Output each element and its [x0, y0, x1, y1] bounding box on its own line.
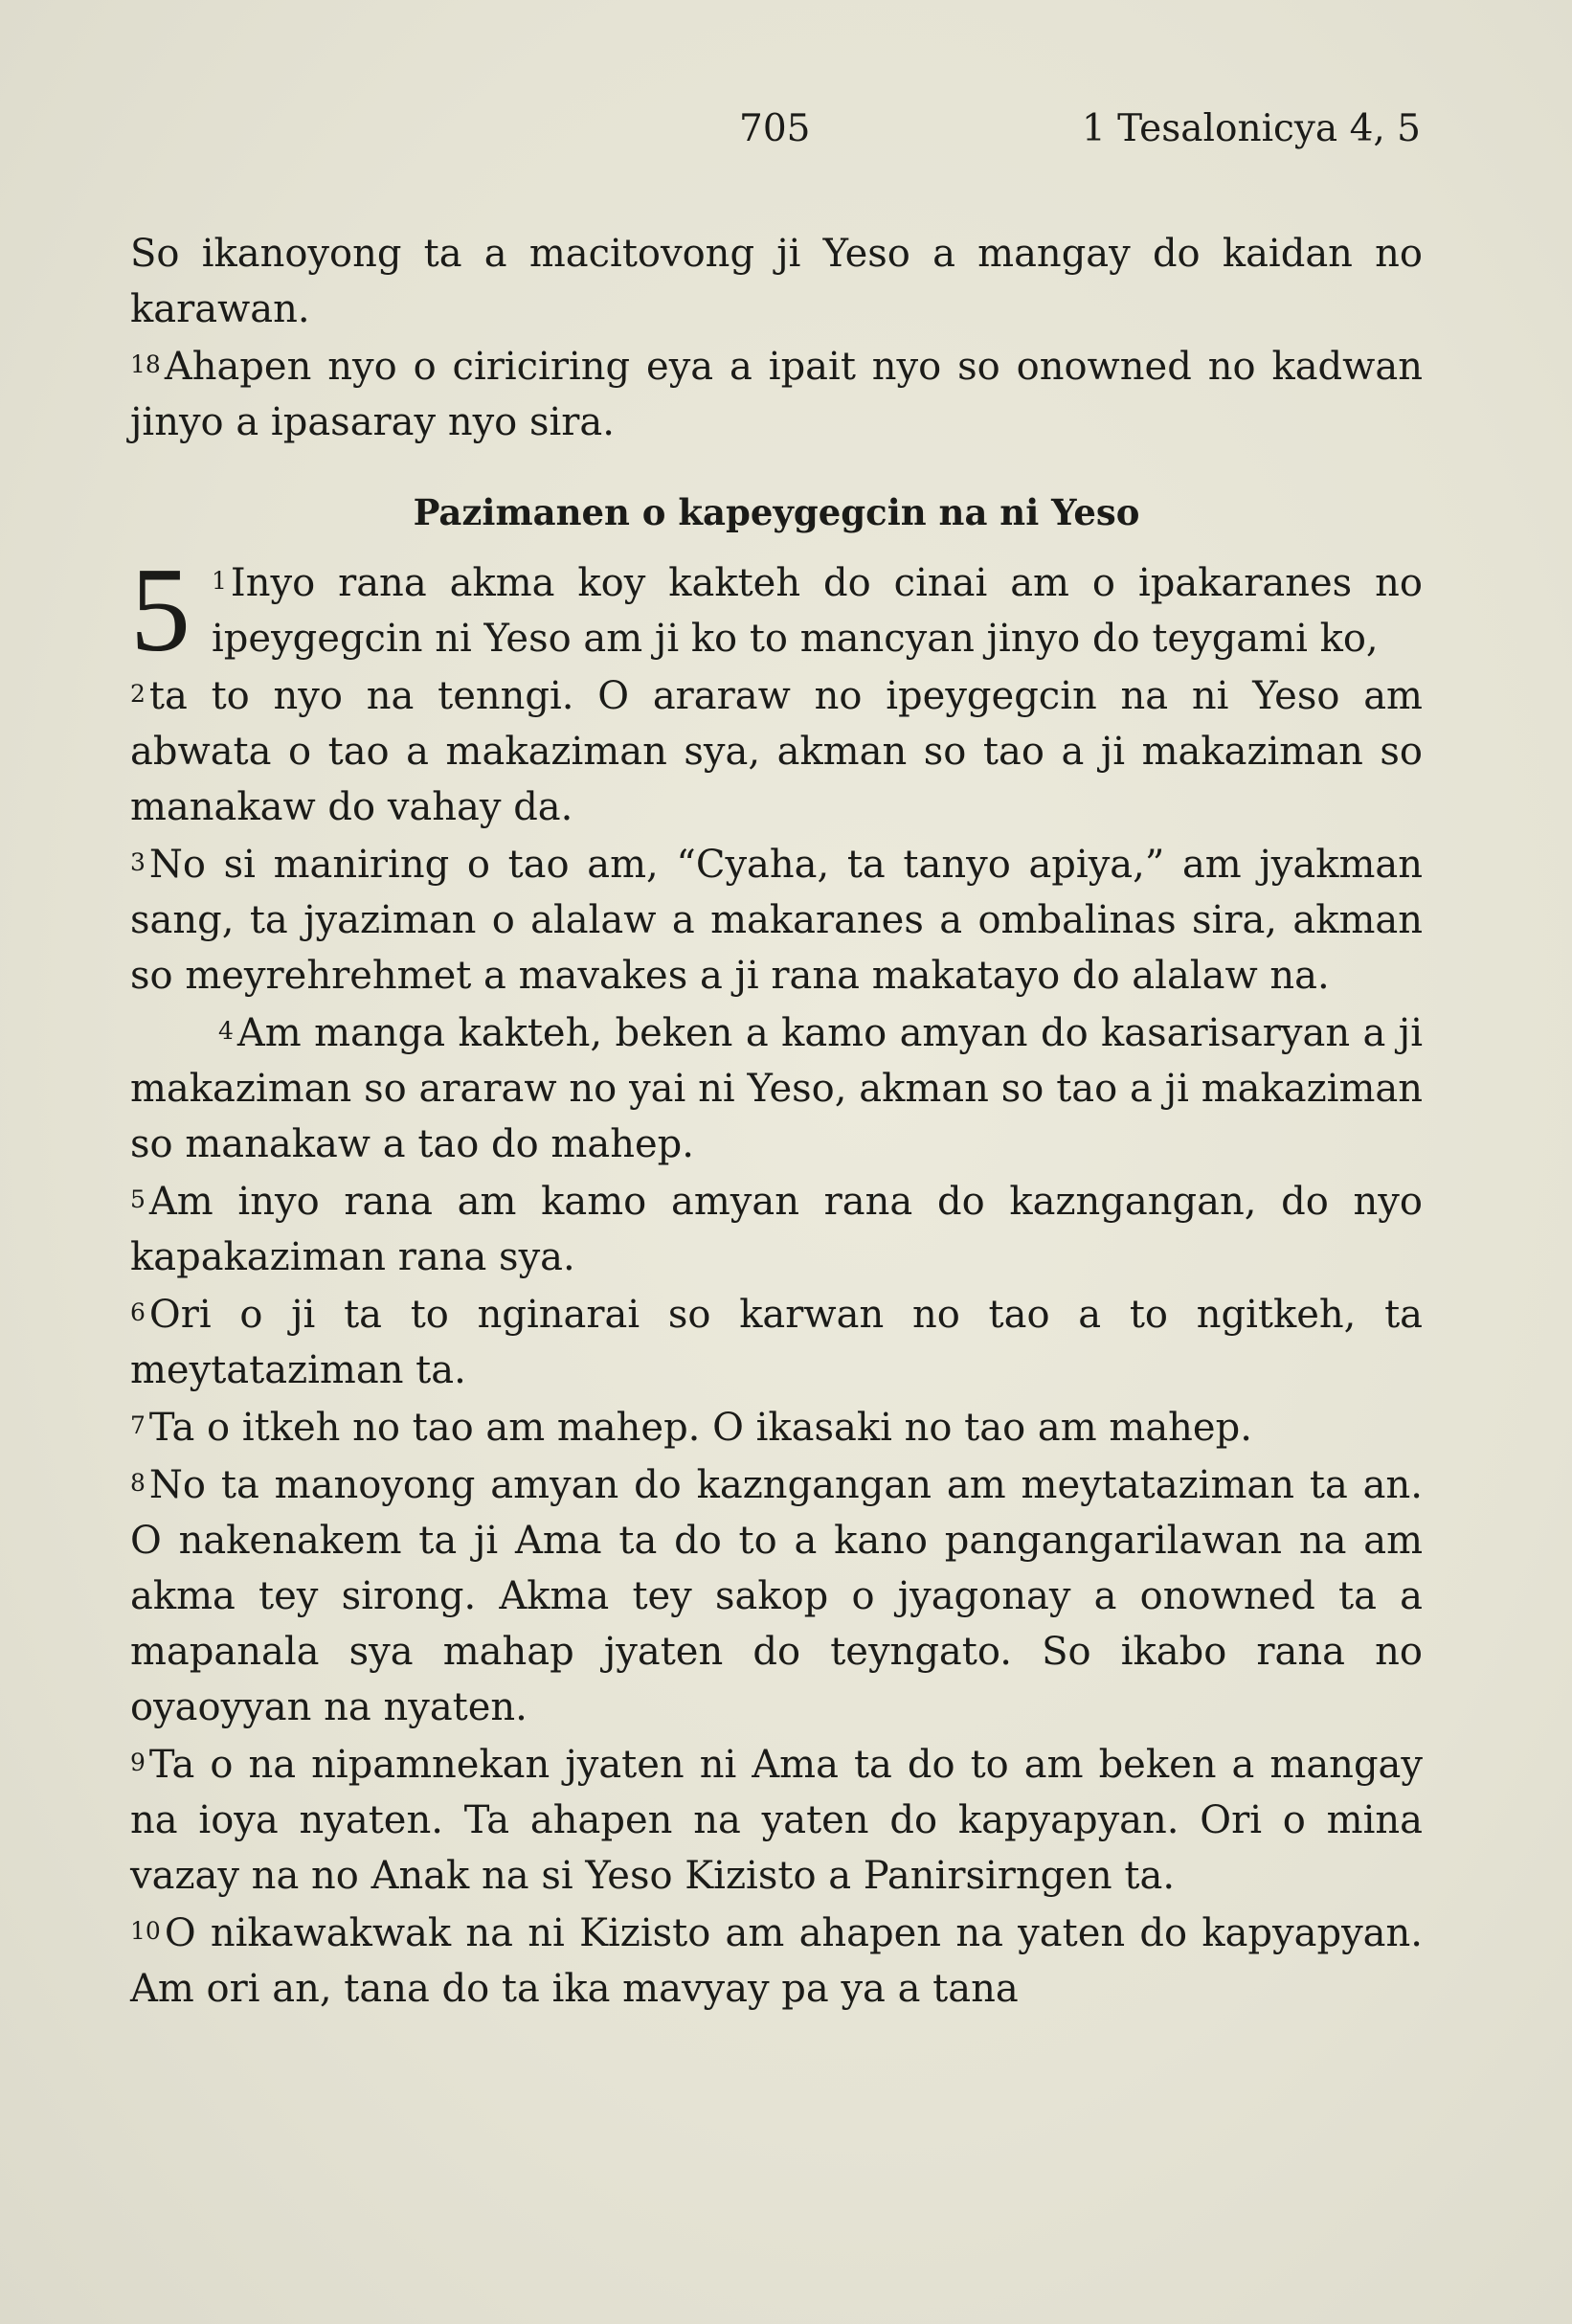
verse-1: [130, 544, 1423, 677]
verse-text: ta to nyo na tenngi. O araraw no ipeygegcin na ni Yeso am abwata o tao a makaziman sya, akman so tao a ji makaziman so manakaw do vahay da.: [130, 674, 1423, 829]
verse-number: 6: [130, 1298, 146, 1326]
verse-6: [130, 1285, 1423, 1398]
running-head: 1 Tesalonicya 4, 5: [1081, 107, 1421, 150]
verse-text: Ta o na nipamnekan jyaten ni Ama ta do to am beken a mangay na ioya nyaten. Ta ahapen na yaten do kapyapyan. Ori o mina vazay na no Anak na si Yeso Kizisto a Panirsirngen ta.: [130, 1743, 1423, 1898]
verse-number: 1: [212, 567, 227, 595]
verse-number: 8: [130, 1469, 146, 1497]
verse-text: No si maniring o tao am, “Cyaha, ta tanyo apiya,” am jyakman sang, ta jyaziman o alalaw a makaranes a ombalinas sira, akman so meyrehrehmet a mavakes a ji rana makatayo do alalaw na.: [130, 843, 1423, 998]
verse-4: [130, 1004, 1423, 1172]
verse-number: 4: [218, 1017, 234, 1045]
verse-7: [130, 1398, 1423, 1455]
verse-number: 18: [130, 350, 161, 378]
verse-text: Am manga kakteh, beken a kamo amyan do kasarisaryan a ji makaziman so araraw no yai ni Yeso, akman so tao a ji makaziman so manakaw a tao do mahep.: [130, 1011, 1423, 1166]
page-number: 705: [739, 107, 811, 150]
verse-text: No ta manoyong amyan do kazngangan am meytataziman ta an. O nakenakem ta ji Ama ta do to a kano pangangarilawan na am akma tey sirong. Akma tey sakop o jyagonay a onowned ta a mapanala sya mahap jyaten do teyngato. So ikabo rana no oyaoyyan na nyaten.: [130, 1463, 1423, 1729]
chapter-number: 5: [130, 544, 191, 677]
verse-number: 2: [130, 680, 146, 708]
body-text: [130, 226, 1423, 2017]
page-header: [0, 107, 1572, 165]
verse-text: So ikanoyong ta a macitovong ji Yeso a mangay do kaidan no karawan.: [130, 232, 1423, 331]
verse-text: O nikawakwak na ni Kizisto am ahapen na yaten do kapyapyan. Am ori an, tana do ta ika mavyay pa ya a tana: [130, 1911, 1423, 2011]
verse-5: [130, 1172, 1423, 1285]
verse-2: [130, 666, 1423, 835]
verse-3: [130, 835, 1423, 1004]
verse-text: Ahapen nyo o ciriciring eya a ipait nyo so onowned no kadwan jinyo a ipasaray nyo sira.: [130, 345, 1423, 444]
section-heading: Pazimanen o kapeygegcin na ni Yeso: [413, 491, 1140, 533]
verse-number: 3: [130, 848, 146, 876]
verse-text: Am inyo rana am kamo amyan rana do kazngangan, do nyo kapakaziman rana sya.: [130, 1180, 1423, 1279]
verse-17-continuation: [130, 226, 1423, 337]
verse-text: Ta o itkeh no tao am mahep. O ikasaki no tao am mahep.: [148, 1406, 1252, 1450]
verse-number: 5: [130, 1185, 146, 1213]
verse-number: 10: [130, 1917, 161, 1945]
verse-text: Inyo rana akma koy kakteh do cinai am o ipakaranes no ipeygegcin ni Yeso am ji ko to mancyan jinyo do teygami ko,: [212, 561, 1423, 661]
verse-text: Ori o ji ta to nginarai so karwan no tao a to ngitkeh, ta meytataziman ta.: [130, 1293, 1423, 1392]
verse-number: 9: [130, 1749, 146, 1776]
verse-18: [130, 337, 1423, 450]
verse-10: [130, 1904, 1423, 2017]
verse-8: [130, 1455, 1423, 1735]
verse-number: 7: [130, 1411, 146, 1439]
verse-9: [130, 1735, 1423, 1904]
